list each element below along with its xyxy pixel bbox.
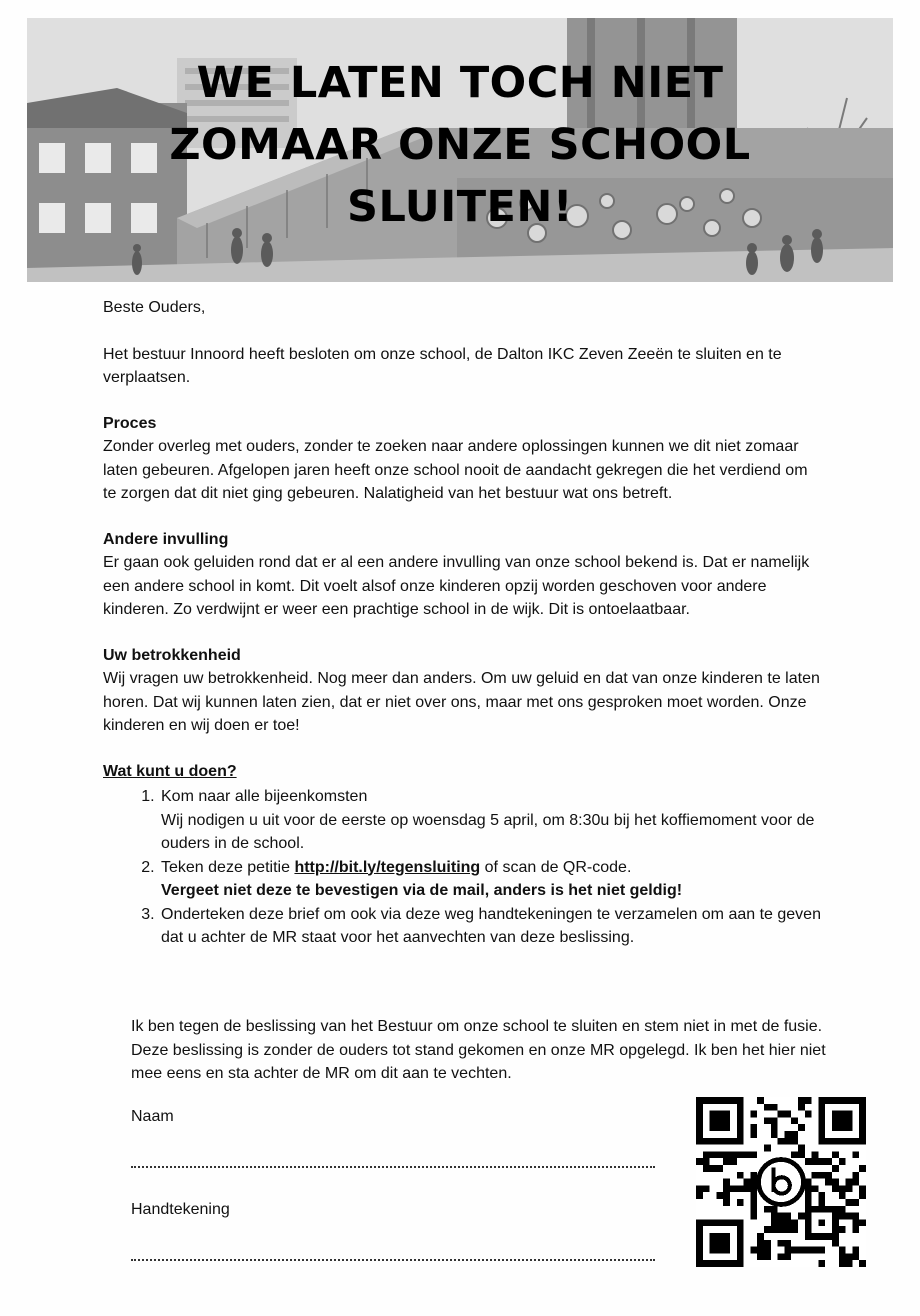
section-heading: Proces xyxy=(103,414,157,432)
action-title: Kom naar alle bijeenkomsten xyxy=(161,788,368,805)
section-text: Wij vragen uw betrokkenheid. Nog meer dan anders. Om uw geluid en dat van onze kinderen te laten horen. Dat wij kunnen laten zien, dat er niet over ons, maar met ons gesproken moet worden. Onze kinderen en wij doen er toe! xyxy=(103,670,820,734)
name-label: Naam xyxy=(131,1108,174,1125)
actions-heading: Wat kunt u doen? xyxy=(103,762,237,780)
banner-title-line: WE LATEN TOCH NIET xyxy=(196,58,724,108)
action-detail: Wij nodigen u uit voor de eerste op woensdag 5 april, om 8:30u bij het koffiemoment voor de ouders in de school. xyxy=(161,811,815,852)
action-suffix: of scan de QR-code. xyxy=(484,858,632,876)
signature-field[interactable] xyxy=(131,1259,655,1261)
action-text: Onderteken deze brief om ook via deze weg handtekeningen te verzamelen om aan te geven dat u achter de MR staat voor het aanvechten van deze beslissing. xyxy=(161,905,821,946)
signature-label: Handtekening xyxy=(131,1201,230,1218)
banner-title-line: ZOMAAR ONZE SCHOOL xyxy=(169,120,751,170)
greeting: Beste Ouders, xyxy=(103,299,206,316)
section-actions xyxy=(103,760,823,950)
section-text: Er gaan ook geluiden rond dat er al een andere invulling van onze school bekend is. Dat er namelijk een andere school in komt. Dit voelt alsof onze kinderen opzij worden geschoven voor andere kinderen. Zo verdwijnt er weer een prachtige school in de wijk. Dit is ontoelaatbaar. xyxy=(103,554,810,618)
section-heading: Uw betrokkenheid xyxy=(103,646,241,664)
list-item xyxy=(159,785,823,856)
qr-code-icon[interactable] xyxy=(696,1097,866,1267)
intro-paragraph: Het bestuur Innoord heeft besloten om onze school, de Dalton IKC Zeven Zeeën te sluiten en te verplaatsen. xyxy=(103,345,782,386)
action-warning: Vergeet niet deze te bevestigen via de mail, anders is het niet geldig! xyxy=(161,882,683,899)
petition-link[interactable]: http://bit.ly/tegensluiting xyxy=(294,858,481,876)
declaration-paragraph: Ik ben tegen de beslissing van het Bestuur om onze school te sluiten en stem niet in met de fusie. Deze beslissing is zonder de ouders tot stand gekomen en onze MR opgelegd. Ik ben het hier niet mee eens en sta achter de MR om dit aan te vechten. xyxy=(131,1018,826,1082)
section-proces xyxy=(103,412,823,506)
section-andere-invulling xyxy=(103,528,823,622)
section-heading: Andere invulling xyxy=(103,530,229,548)
name-field[interactable] xyxy=(131,1166,655,1168)
list-item xyxy=(159,903,823,950)
letter-body xyxy=(103,296,823,950)
section-text: Zonder overleg met ouders, zonder te zoeken naar andere oplossingen kunnen we dit niet zomaar laten gebeuren. Afgelopen jaren heeft onze school nooit de aandacht gekregen die het verdiend om te zorgen dat dit niet ging gebeuren. Nalatigheid van het bestuur wat ons betreft. xyxy=(103,438,808,502)
list-item xyxy=(159,856,823,903)
actions-list xyxy=(103,785,823,950)
header-banner xyxy=(27,18,893,282)
banner-title xyxy=(27,52,893,238)
action-prefix: Teken deze petitie xyxy=(161,858,290,876)
section-betrokkenheid xyxy=(103,644,823,738)
bitly-logo-icon xyxy=(759,1160,804,1205)
banner-title-line: SLUITEN! xyxy=(346,182,574,232)
